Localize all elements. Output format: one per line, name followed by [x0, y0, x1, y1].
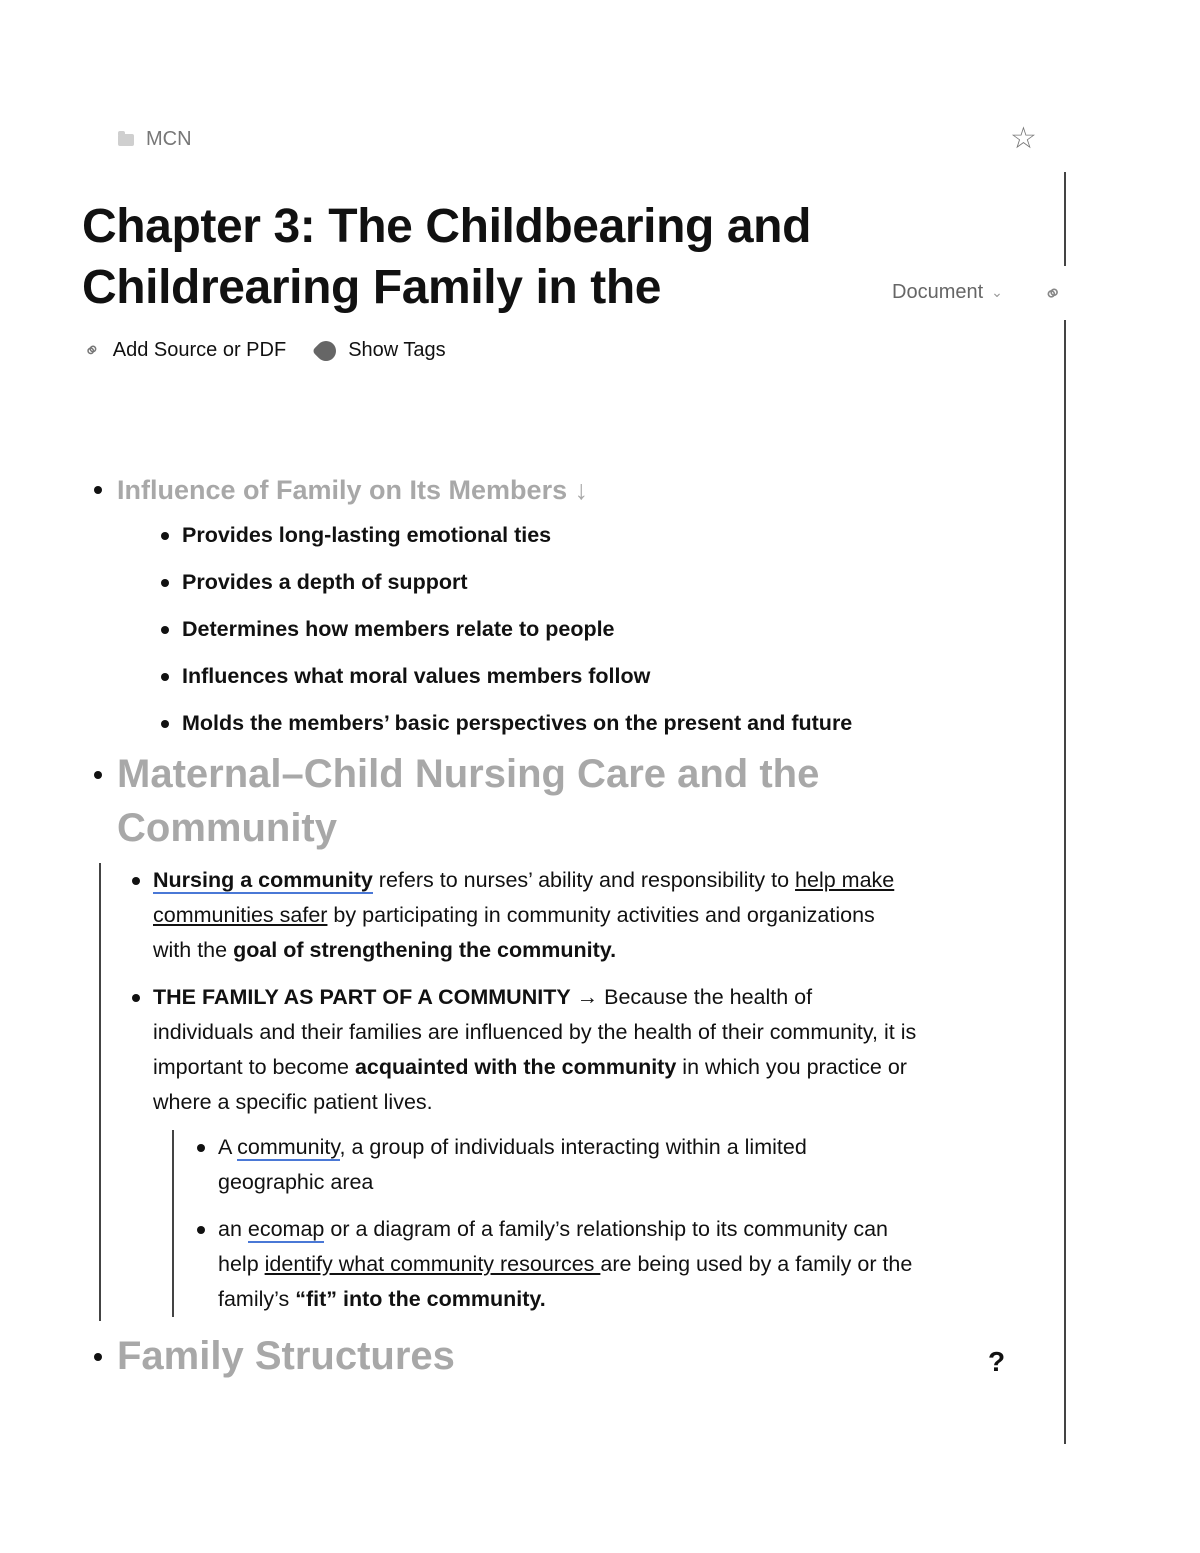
page-title[interactable]: Chapter 3: The Childbearing and Childrearing Family in the: [82, 200, 811, 314]
list-item[interactable]: [153, 518, 988, 553]
list-item[interactable]: [124, 863, 918, 968]
tag-icon: [312, 336, 340, 364]
text: an: [218, 1217, 248, 1241]
section-heading[interactable]: [88, 1329, 988, 1383]
bold-text: THE FAMILY AS PART OF A COMMUNITY: [153, 985, 571, 1009]
list-item[interactable]: [153, 659, 988, 694]
list-item-text: Molds the members’ basic perspectives on the present and future: [182, 711, 853, 735]
bullet: [161, 626, 169, 634]
section-title: Family Structures: [117, 1334, 455, 1378]
bullet: [161, 673, 169, 681]
term-link[interactable]: Nursing a community: [153, 868, 373, 892]
add-source-button[interactable]: [79, 337, 287, 365]
arrow-down-icon: ↓: [574, 475, 589, 505]
section-title: Influence of Family on Its Members: [117, 475, 568, 505]
term-link[interactable]: ecomap: [247, 1217, 325, 1241]
text: are being used by a family or the family’s: [218, 1252, 913, 1311]
bullet: [197, 1144, 205, 1152]
text: , a group of individuals interacting within a limited geographic area: [218, 1135, 807, 1194]
text: A: [218, 1135, 238, 1159]
list-item[interactable]: [153, 612, 988, 647]
underlined-text: help make communities safer: [153, 868, 895, 927]
arrow-right-icon: →: [570, 985, 605, 1009]
text: in which you practice or where a specific patient lives.: [153, 1055, 907, 1114]
bold-text: “fit” into the community.: [295, 1287, 546, 1311]
bold-text: acquainted with the community: [354, 1055, 677, 1079]
view-mode-select[interactable]: [892, 281, 1003, 304]
chevron-down-icon: ⌄: [991, 284, 1003, 300]
list-item[interactable]: [189, 1212, 918, 1317]
help-icon[interactable]: ?: [988, 1346, 1006, 1377]
star-icon[interactable]: ☆: [1010, 122, 1037, 155]
show-tags-button[interactable]: [316, 339, 445, 362]
term-link[interactable]: community: [237, 1135, 340, 1159]
section-heading[interactable]: [88, 747, 877, 855]
bullet: [161, 532, 169, 540]
section-title: Maternal–Child Nursing Care and the Community: [117, 752, 820, 850]
list-item[interactable]: [124, 980, 918, 1317]
page-actions: [79, 337, 446, 365]
text: refers to nurses’ ability and responsibility to: [372, 868, 796, 892]
link-icon[interactable]: ⚭: [1038, 278, 1068, 310]
list-item[interactable]: [153, 706, 988, 741]
bullet: [94, 486, 102, 494]
link-icon: ⚭: [79, 337, 107, 365]
text: Because the health of individuals and their families are influenced by the health of their community, it is important to become: [153, 985, 917, 1079]
list-item-text: Influences what moral values members follow: [182, 664, 651, 688]
breadcrumb-folder-label[interactable]: MCN: [146, 128, 192, 150]
list-item-text: Provides long-lasting emotional ties: [182, 523, 552, 547]
bullet: [132, 877, 140, 885]
section-items: [124, 863, 918, 1317]
breadcrumb[interactable]: [118, 128, 192, 151]
right-divider: [1064, 320, 1066, 1444]
list-item[interactable]: [189, 1130, 918, 1200]
underlined-text: identify what community resources: [264, 1252, 601, 1276]
section-heading[interactable]: [88, 470, 988, 741]
nested-items: [189, 1130, 918, 1317]
bullet: [94, 771, 102, 779]
bullet: [161, 579, 169, 587]
text: or a diagram of a family’s relationship to its community can help: [218, 1217, 889, 1276]
text: by participating in community activities and organizations with the: [153, 903, 875, 962]
section-items: [153, 518, 988, 741]
list-item[interactable]: [153, 565, 988, 600]
document-body[interactable]: [88, 470, 988, 1383]
bullet: [132, 994, 140, 1002]
add-source-label: Add Source or PDF: [112, 339, 287, 361]
right-divider-top: [1064, 172, 1066, 266]
show-tags-label: Show Tags: [348, 339, 446, 361]
view-mode-label: Document: [892, 281, 984, 303]
list-item-text: Provides a depth of support: [182, 570, 468, 594]
folder-icon: [118, 134, 134, 146]
bold-text: goal of strengthening the community.: [233, 938, 617, 962]
bullet: [161, 720, 169, 728]
bullet: [94, 1353, 102, 1361]
section-body: [88, 863, 918, 1317]
list-item-text: Determines how members relate to people: [182, 617, 615, 641]
bullet: [197, 1226, 205, 1234]
